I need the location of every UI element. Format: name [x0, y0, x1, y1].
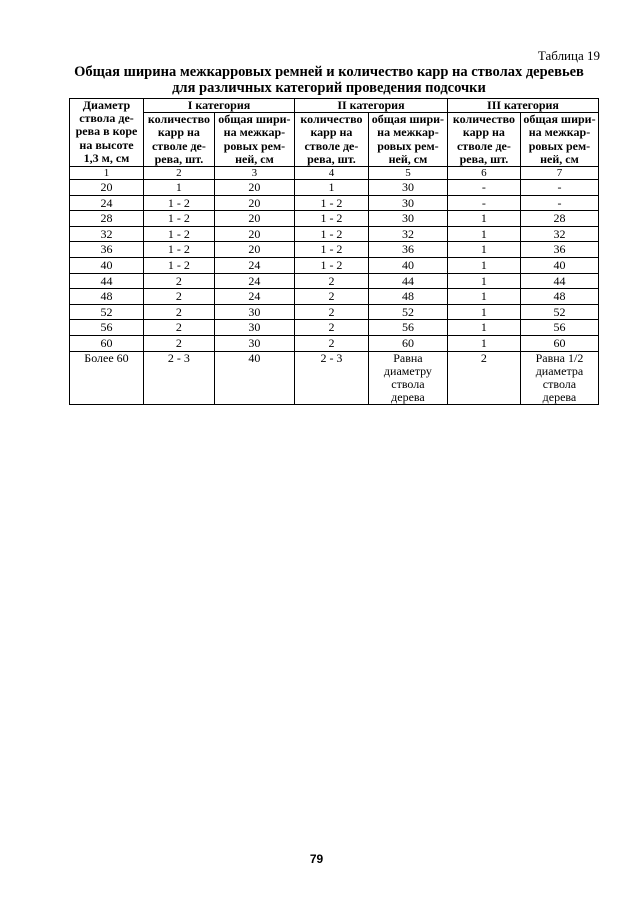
- table-cell: 30: [368, 211, 447, 227]
- table-cell: 20: [214, 180, 294, 196]
- table-cell: 1 - 2: [294, 195, 368, 211]
- table-cell: 56: [520, 320, 598, 336]
- column-number: 3: [214, 167, 294, 180]
- table-cell: -: [520, 195, 598, 211]
- table-row: [70, 257, 599, 273]
- table-cell: 56: [70, 320, 144, 336]
- column-number: 7: [520, 167, 598, 180]
- table-cell: 48: [368, 289, 447, 305]
- table-cell: -: [447, 180, 520, 196]
- table-row: [70, 304, 599, 320]
- table-cell: 52: [368, 304, 447, 320]
- table-cell: Равна 1/2 диаметра ствола дерева: [520, 351, 598, 405]
- table-cell: 30: [214, 320, 294, 336]
- table-cell: 1: [447, 273, 520, 289]
- table-cell: 40: [368, 257, 447, 273]
- table-cell: 20: [214, 226, 294, 242]
- table-cell: 28: [520, 211, 598, 227]
- table-cell: 1 - 2: [143, 211, 214, 227]
- table-cell: 2: [143, 335, 214, 351]
- table-cell: 60: [520, 335, 598, 351]
- header-row-categories: [70, 99, 599, 113]
- table-cell: 2: [143, 289, 214, 305]
- table-row: [70, 320, 599, 336]
- header-diameter: Диаметр ствола де- рева в коре на высоте 1,3 м, см: [70, 99, 144, 167]
- table-body: [70, 180, 599, 352]
- column-number: 1: [70, 167, 144, 180]
- table-cell: 28: [70, 211, 144, 227]
- table-cell: 48: [70, 289, 144, 305]
- table-cell: 36: [368, 242, 447, 258]
- table-cell: 40: [214, 351, 294, 405]
- table-cell: 1: [447, 257, 520, 273]
- table-cell: 2 - 3: [143, 351, 214, 405]
- table-cell: 48: [520, 289, 598, 305]
- table-cell: 2: [294, 335, 368, 351]
- table-cell: 2: [294, 320, 368, 336]
- header-category-2: II категория: [294, 99, 447, 113]
- header-category-3: III категория: [447, 99, 598, 113]
- table-cell: 36: [70, 242, 144, 258]
- header-category-1: I категория: [143, 99, 294, 113]
- table-cell: 40: [70, 257, 144, 273]
- table-cell: 20: [214, 211, 294, 227]
- table-cell: 56: [368, 320, 447, 336]
- table-cell: 30: [368, 180, 447, 196]
- table-cell: 2 - 3: [294, 351, 368, 405]
- table-cell: 1: [447, 226, 520, 242]
- table-cell: 2: [294, 289, 368, 305]
- table-cell: 24: [214, 257, 294, 273]
- table-cell: 2: [447, 351, 520, 405]
- table-cell: Равна диаметру ствола дерева: [368, 351, 447, 405]
- header-count-1: количество карр на стволе де- рева, шт.: [143, 113, 214, 167]
- table-cell: 32: [70, 226, 144, 242]
- table-cell: 1: [294, 180, 368, 196]
- table-cell: 52: [520, 304, 598, 320]
- table-cell: 30: [214, 304, 294, 320]
- table-row: [70, 273, 599, 289]
- table-cell: 40: [520, 257, 598, 273]
- table-cell: 24: [70, 195, 144, 211]
- table-cell: Более 60: [70, 351, 144, 405]
- table-row: [70, 335, 599, 351]
- table-cell: 30: [214, 335, 294, 351]
- table-title: Общая ширина межкарровых ремней и количество карр на стволах деревьев для различных категорий проведения подсочки: [74, 64, 584, 96]
- table-cell: 1: [447, 242, 520, 258]
- table-cell: 1: [447, 211, 520, 227]
- table-cell: 2: [294, 304, 368, 320]
- header-count-2: количество карр на стволе де- рева, шт.: [294, 113, 368, 167]
- table-cell: -: [520, 180, 598, 196]
- header-count-3: количество карр на стволе де- рева, шт.: [447, 113, 520, 167]
- table-cell: 1: [447, 320, 520, 336]
- table-cell: 1: [447, 304, 520, 320]
- table-cell: 44: [70, 273, 144, 289]
- table-cell: 44: [520, 273, 598, 289]
- table-cell: 1 - 2: [294, 242, 368, 258]
- table-row: [70, 195, 599, 211]
- table-cell: 52: [70, 304, 144, 320]
- column-number: 4: [294, 167, 368, 180]
- table-cell: 60: [368, 335, 447, 351]
- column-number-row: [70, 167, 599, 180]
- header-row-subcolumns: [70, 113, 599, 167]
- table-row: [70, 211, 599, 227]
- table-cell: 32: [520, 226, 598, 242]
- column-number: 6: [447, 167, 520, 180]
- table-row-over-60: [70, 351, 599, 405]
- table-row: [70, 180, 599, 196]
- column-number: 2: [143, 167, 214, 180]
- table-cell: 1: [143, 180, 214, 196]
- table-cell: 60: [70, 335, 144, 351]
- table-cell: 36: [520, 242, 598, 258]
- table-cell: 1 - 2: [294, 226, 368, 242]
- table-cell: 30: [368, 195, 447, 211]
- table-cell: -: [447, 195, 520, 211]
- table-cell: 20: [214, 195, 294, 211]
- header-width-2: общая шири- на межкар- ровых рем- ней, см: [368, 113, 447, 167]
- table-cell: 2: [143, 320, 214, 336]
- table-cell: 20: [70, 180, 144, 196]
- column-number: 5: [368, 167, 447, 180]
- header-width-3: общая шири- на межкар- ровых рем- ней, см: [520, 113, 598, 167]
- table-cell: 24: [214, 289, 294, 305]
- table-cell: 44: [368, 273, 447, 289]
- table-cell: 1 - 2: [143, 226, 214, 242]
- table-cell: 2: [143, 273, 214, 289]
- table-cell: 2: [143, 304, 214, 320]
- table-cell: 2: [294, 273, 368, 289]
- table-cell: 24: [214, 273, 294, 289]
- table-row: [70, 226, 599, 242]
- table-cell: 1: [447, 289, 520, 305]
- table-cell: 20: [214, 242, 294, 258]
- header-width-1: общая шири- на межкар- ровых рем- ней, см: [214, 113, 294, 167]
- page-number: 79: [309, 852, 324, 866]
- data-table: [69, 98, 599, 405]
- table-cell: 1 - 2: [143, 195, 214, 211]
- table-cell: 1 - 2: [294, 211, 368, 227]
- table-row: [70, 289, 599, 305]
- table-number: Таблица 19: [537, 48, 600, 63]
- table-row: [70, 242, 599, 258]
- table-cell: 32: [368, 226, 447, 242]
- table-cell: 1: [447, 335, 520, 351]
- table-cell: 1 - 2: [143, 242, 214, 258]
- table-cell: 1 - 2: [143, 257, 214, 273]
- table-cell: 1 - 2: [294, 257, 368, 273]
